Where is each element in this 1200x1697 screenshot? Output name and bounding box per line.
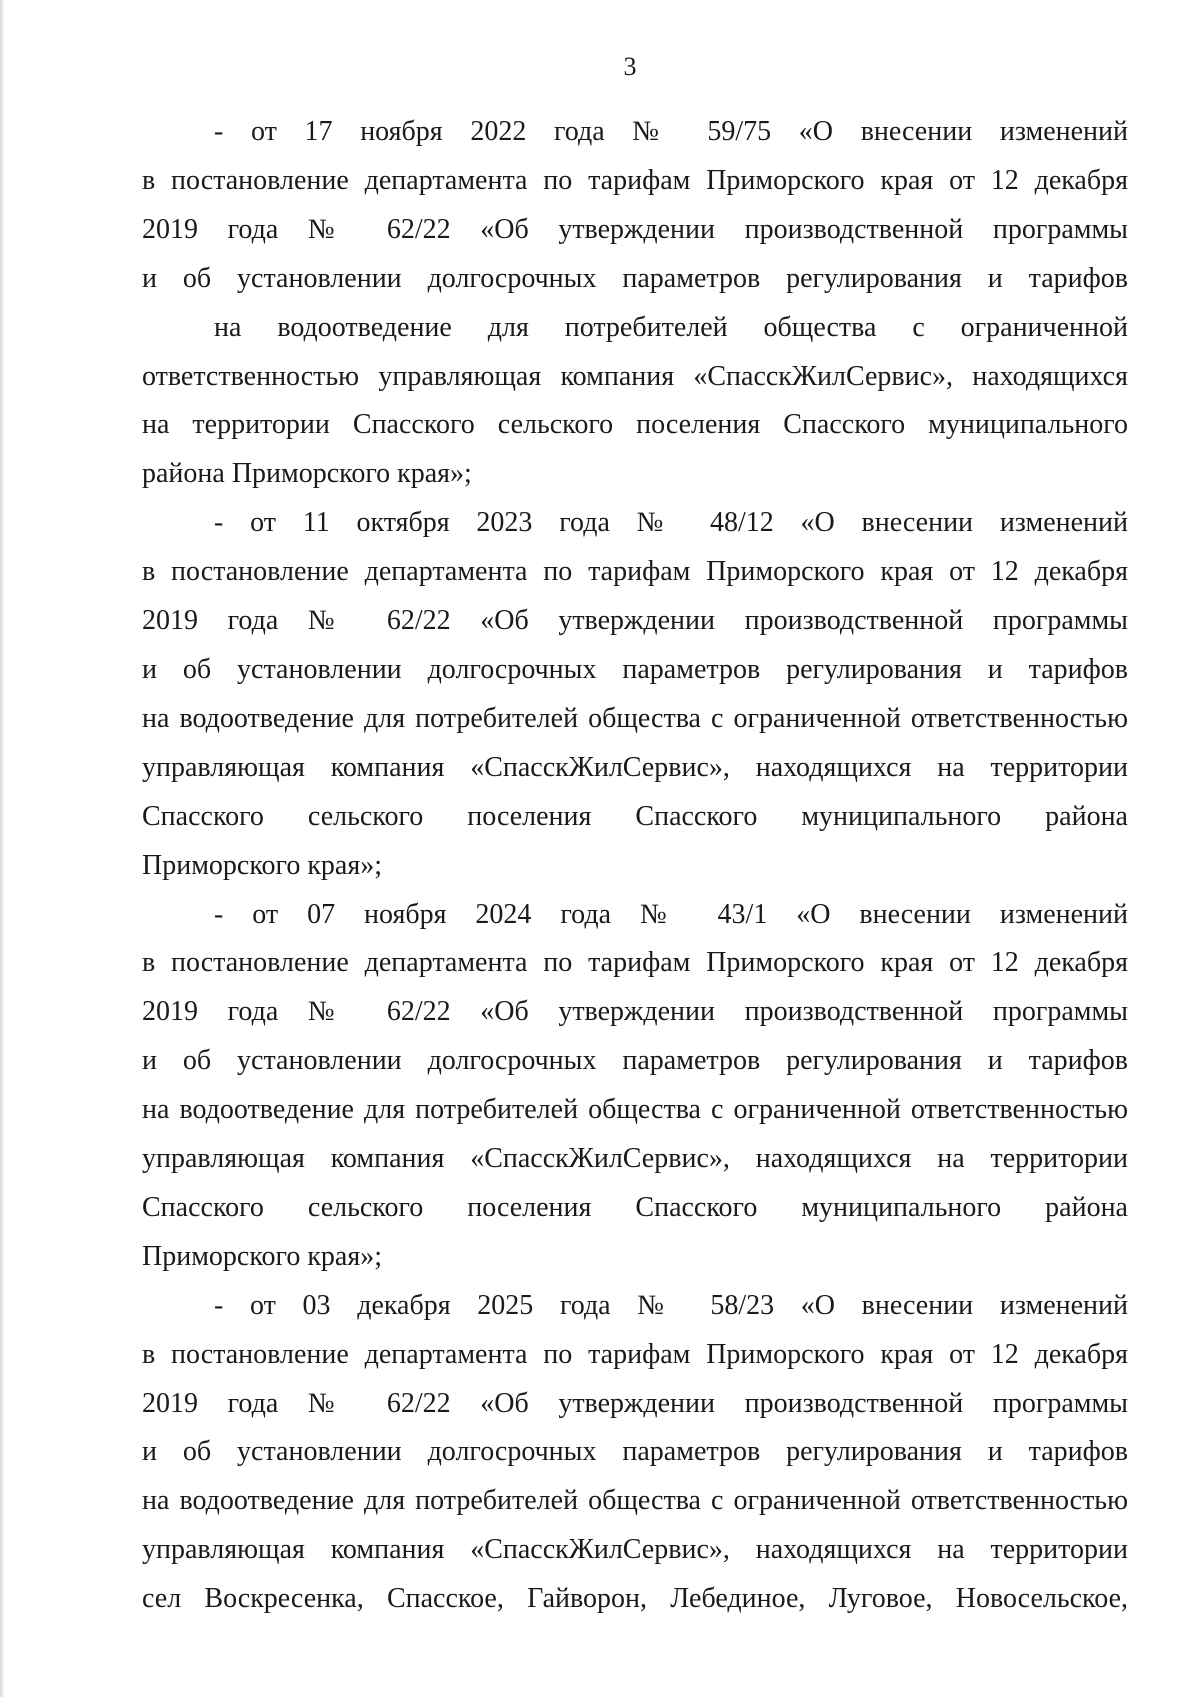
text-line: 2019 года № 62/22 «Об утверждении производственной программы [142, 605, 1128, 637]
amendment-paragraph [142, 891, 1128, 1282]
text-line: - от 07 ноября 2024 года № 43/1 «О внесении изменений [214, 898, 1128, 930]
text-line: и об установлении долгосрочных параметров регулирования и тарифов [142, 653, 1128, 685]
text-line: на территории Спасского сельского поселения Спасского муниципального [142, 409, 1128, 441]
text-line: Спасского сельского поселения Спасского муниципального района [142, 800, 1128, 832]
scan-edge-shadow [0, 0, 5, 1697]
document-body [142, 108, 1128, 1624]
text-line: - от 03 декабря 2025 года № 58/23 «О внесении изменений [214, 1289, 1128, 1321]
amendment-paragraph [142, 499, 1128, 890]
text-line: управляющая компания «СпасскЖилСервис», находящихся на территории [142, 1534, 1128, 1566]
text-line: Приморского края»; [142, 849, 383, 881]
amendment-paragraph [142, 108, 1128, 499]
text-line: в постановление департамента по тарифам Приморского края от 12 декабря [142, 556, 1128, 588]
text-line: управляющая компания «СпасскЖилСервис», находящихся на территории [142, 751, 1128, 783]
text-line: - от 17 ноября 2022 года № 59/75 «О внесении изменений [214, 116, 1128, 147]
text-line: и об установлении долгосрочных параметров регулирования и тарифов [142, 262, 1128, 294]
text-line: в постановление департамента по тарифам Приморского края от 12 декабря [142, 164, 1128, 196]
page-number: 3 [623, 52, 637, 81]
text-line: и об установлении долгосрочных параметров регулирования и тарифов [142, 1045, 1128, 1077]
text-line: в постановление департамента по тарифам Приморского края от 12 декабря [142, 1338, 1128, 1370]
text-line: Спасского сельского поселения Спасского муниципального района [142, 1191, 1128, 1223]
text-line: сел Воскресенка, Спасское, Гайворон, Лебединое, Луговое, Новосельское, [142, 1583, 1128, 1615]
text-line: на водоотведение для потребителей общества с ограниченной [214, 311, 1128, 343]
text-line: 2019 года № 62/22 «Об утверждении производственной программы [142, 996, 1128, 1028]
amendment-paragraph [142, 1282, 1128, 1624]
text-line: ответственностью управляющая компания «СпасскЖилСервис», находящихся [142, 360, 1128, 392]
text-line: 2019 года № 62/22 «Об утверждении производственной программы [142, 1387, 1128, 1419]
text-line: в постановление департамента по тарифам Приморского края от 12 декабря [142, 947, 1128, 979]
text-line: управляющая компания «СпасскЖилСервис», находящихся на территории [142, 1143, 1128, 1175]
text-line: 2019 года № 62/22 «Об утверждении производственной программы [142, 213, 1128, 245]
text-line: и об установлении долгосрочных параметров регулирования и тарифов [142, 1436, 1128, 1468]
text-line: - от 11 октября 2023 года № 48/12 «О внесении изменений [214, 507, 1128, 539]
text-line: на водоотведение для потребителей общества с ограниченной ответственностью [142, 1485, 1128, 1517]
text-line: района Приморского края»; [142, 458, 472, 490]
text-line: Приморского края»; [142, 1240, 383, 1272]
text-line: на водоотведение для потребителей общества с ограниченной ответственностью [142, 1094, 1128, 1126]
text-line: на водоотведение для потребителей общества с ограниченной ответственностью [142, 702, 1128, 734]
